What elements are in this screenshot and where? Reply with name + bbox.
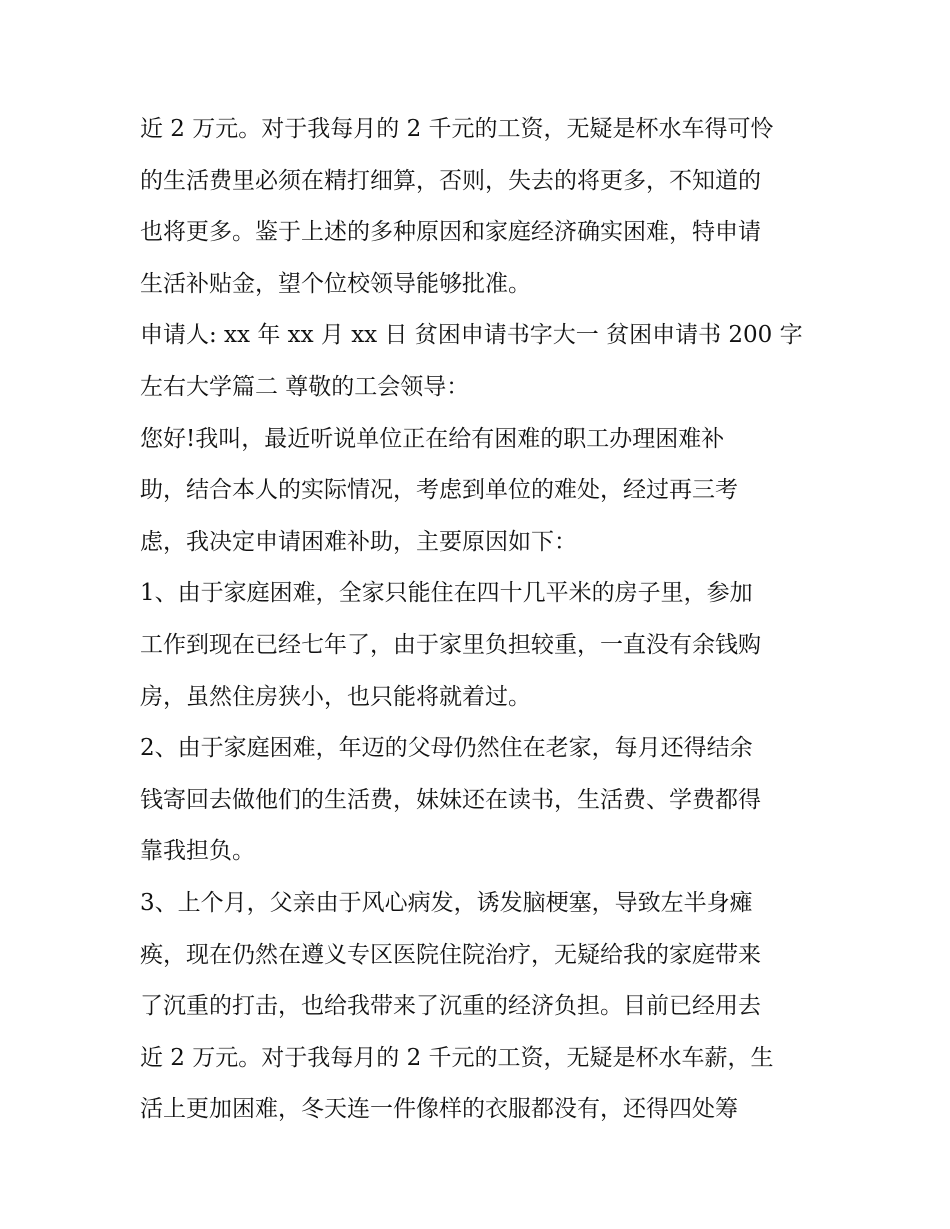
- text-line: 申请人: xx 年 xx 月 xx 日 贫困申请书字大一 贫困申请书 200 字: [140, 322, 803, 349]
- text-line: 近 2 万元。对于我每月的 2 千元的工资，无疑是杯水车得可怜: [140, 116, 774, 142]
- text-line: 助，结合本人的实际情况，考虑到单位的难处，经过再三考: [140, 477, 738, 504]
- text-line: 生活补贴金，望个位校领导能够批准。: [140, 270, 531, 297]
- text-line: 左右大学篇二 尊敬的工会领导：: [140, 373, 470, 400]
- text-line: 靠我担负。: [140, 838, 255, 865]
- text-line: 近 2 万元。对于我每月的 2 千元的工资，无疑是杯水车薪，生: [140, 1044, 774, 1071]
- text-line: 也将更多。鉴于上述的多种原因和家庭经济确实困难，特申请: [140, 219, 761, 246]
- text-line: 活上更加困难，冬天连一件像样的衣服都没有，还得四处筹: [140, 1096, 738, 1123]
- text-line: 的生活费里必须在精打细算，否则，失去的将更多，不知道的: [140, 167, 761, 194]
- text-line: 钱寄回去做他们的生活费，妹妹还在读书，生活费、学费都得: [140, 786, 761, 813]
- text-line: 3、上个月，父亲由于风心病发，诱发脑梗塞，导致左半身瘫: [140, 889, 753, 916]
- text-line: 痪，现在仍然在遵义专区医院住院治疗，无疑给我的家庭带来: [140, 941, 761, 968]
- text-line: 房，虽然住房狭小，也只能将就着过。: [140, 683, 531, 710]
- text-line: 了沉重的打击，也给我带来了沉重的经济负担。目前已经用去: [140, 993, 761, 1020]
- text-line: 虑，我决定申请困难补助，主要原因如下：: [140, 528, 577, 555]
- text-line: 2、由于家庭困难，年迈的父母仍然住在老家，每月还得结余: [140, 735, 753, 762]
- document-body: [140, 104, 830, 1136]
- text-line: 您好!我叫，最近听说单位正在给有困难的职工办理困难补: [140, 425, 725, 452]
- text-line: 工作到现在已经七年了，由于家里负担较重，一直没有余钱购: [140, 631, 761, 658]
- text-line: 1、由于家庭困难，全家只能住在四十几平米的房子里，参加: [140, 580, 753, 607]
